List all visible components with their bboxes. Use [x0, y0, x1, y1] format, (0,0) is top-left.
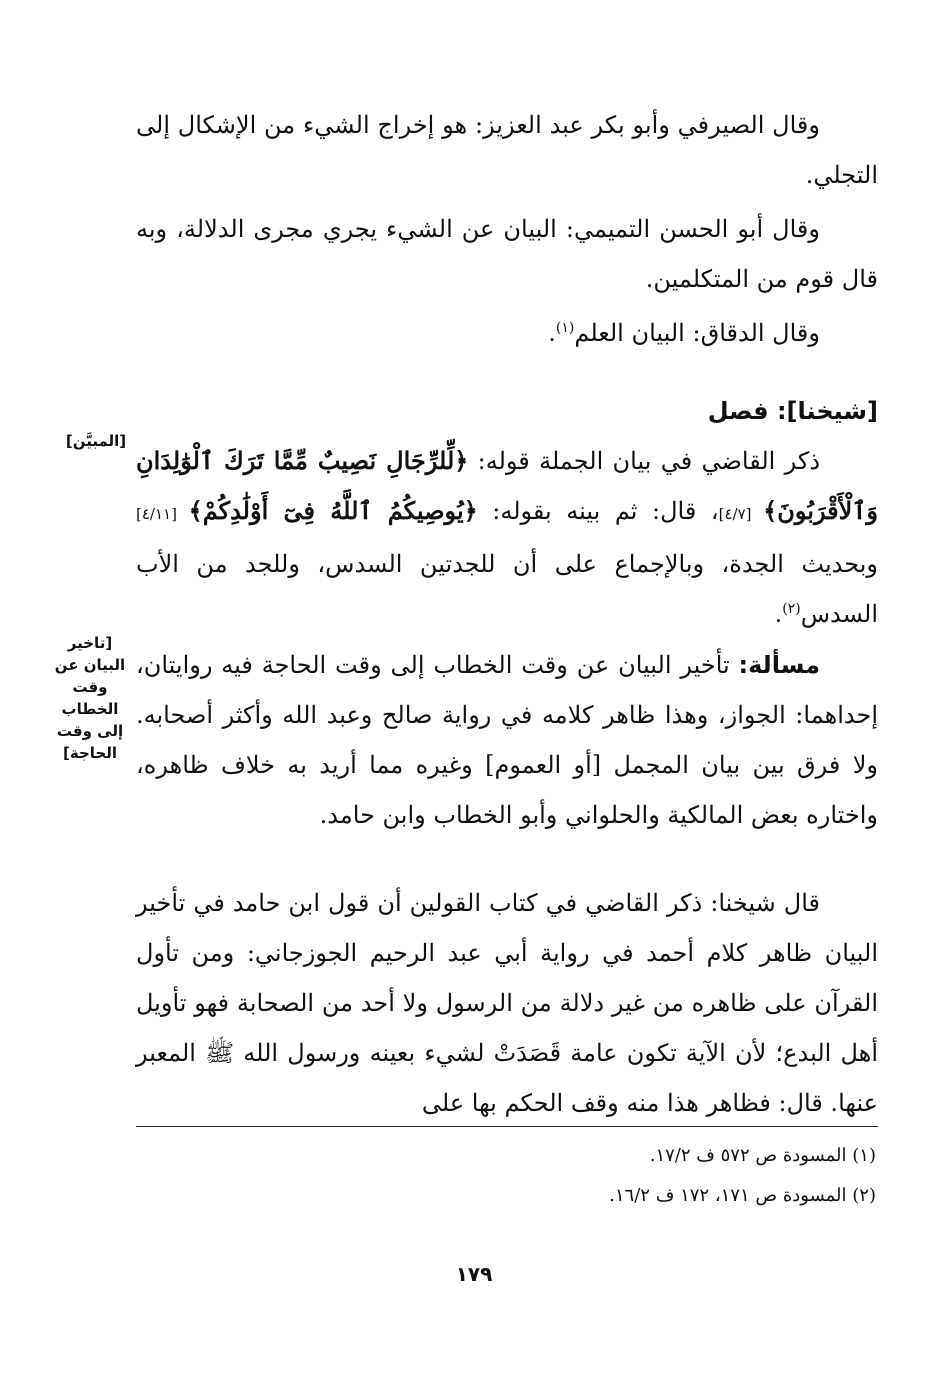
- verse-reference-1: [٤/٧]: [718, 505, 764, 523]
- paragraph-daqqaq: [136, 308, 878, 358]
- masala-term: مسألة:: [738, 651, 820, 679]
- daqqaq-end: .: [548, 319, 556, 347]
- footnotes: [136, 1136, 878, 1216]
- quran-verse-2: ﴿يُوصِيكُمُ ٱللَّهُ فِىٓ أَوْلَٰدِكُمْ﴾: [188, 496, 478, 525]
- heading-title: فصل: [707, 397, 769, 425]
- paragraph-sayrafi: وقال الصيرفي وأبو بكر عبد العزيز: هو إخراج الشيء من الإشكال إلى التجلي.: [136, 111, 878, 189]
- opening-section: [136, 100, 878, 358]
- footnote-rule: [136, 1126, 878, 1127]
- margin-note-takhir: [تاخير البيان عن وقت الخطاب إلى وقت الحاجة]: [54, 634, 126, 762]
- quran-verse-1: ﴿لِّلرِّجَالِ نَصِيبٌ مِّمَّا تَرَكَ ٱلْوَٰلِدَانِ وَٱلْأَقْرَبُونَ﴾: [136, 446, 878, 525]
- section-heading: [136, 386, 878, 436]
- paragraph-masala: [136, 640, 878, 840]
- fasl-text-2: ، قال: ثم بينه بقوله:: [477, 497, 719, 525]
- paragraph-fasl: [136, 436, 878, 639]
- fasl-text-3: وبحديث الجدة، وبالإجماع على أن للجدتين السدس، وللجد من الأب السدس: [136, 550, 878, 628]
- masala-section: [136, 640, 878, 840]
- verse-reference-2: [٤/١١]: [136, 505, 189, 523]
- footnote-1: (١) المسودة ص ٥٧٢ ف ١٧/٢.: [649, 1145, 876, 1166]
- heading-prefix: [شيخنا]:: [768, 397, 878, 425]
- footnote-ref-1: (١): [555, 320, 575, 336]
- shaykh-section: [136, 878, 878, 1128]
- footnote-ref-2: (٢): [782, 601, 801, 617]
- fasl-section: [136, 386, 878, 639]
- margin-note-mubayyan: [المبيَّن]: [65, 432, 127, 450]
- footnote-2: (٢) المسودة ص ١٧١، ١٧٢ ف ١٦/٢.: [609, 1185, 876, 1206]
- masala-text: تأخير البيان عن وقت الخطاب إلى وقت الحاجة فيه روايتان، إحداهما: الجواز، وهذا ظاهر كلامه في رواية صالح وعبد الله وأكثر أصحابه. ولا فرق بين بيان المجمل [أو العموم] وغيره مما أريد به خلاف ظاهره، واختاره بعض المالكية والحلواني وأبو الخطاب وابن حامد.: [136, 651, 878, 829]
- page-number: ١٧٩: [455, 1262, 493, 1286]
- fasl-text-1: ذكر القاضي في بيان الجملة قوله:: [468, 447, 821, 475]
- fasl-text-4: .: [774, 600, 783, 628]
- daqqaq-text: وقال الدقاق: البيان العلم: [574, 319, 820, 347]
- paragraph-tamimi: وقال أبو الحسن التميمي: البيان عن الشيء يجري مجرى الدلالة، وبه قال قوم من المتكلمين.: [136, 215, 878, 293]
- paragraph-shaykh: قال شيخنا: ذكر القاضي في كتاب القولين أن قول ابن حامد في تأخير البيان ظاهر كلام أحمد في رواية أبي عبد الرحيم الجوزجاني: ومن تأول القرآن على ظاهره من غير دلالة من الرسول ولا أحد من الصحابة فهو تأويل أهل البدع؛ لأن الآية تكون عامة قَصَدَتْ لشيء بعينه ورسول الله ﷺ المعبر عنها. قال: فظاهر هذا منه وقف الحكم بها على: [136, 889, 879, 1117]
